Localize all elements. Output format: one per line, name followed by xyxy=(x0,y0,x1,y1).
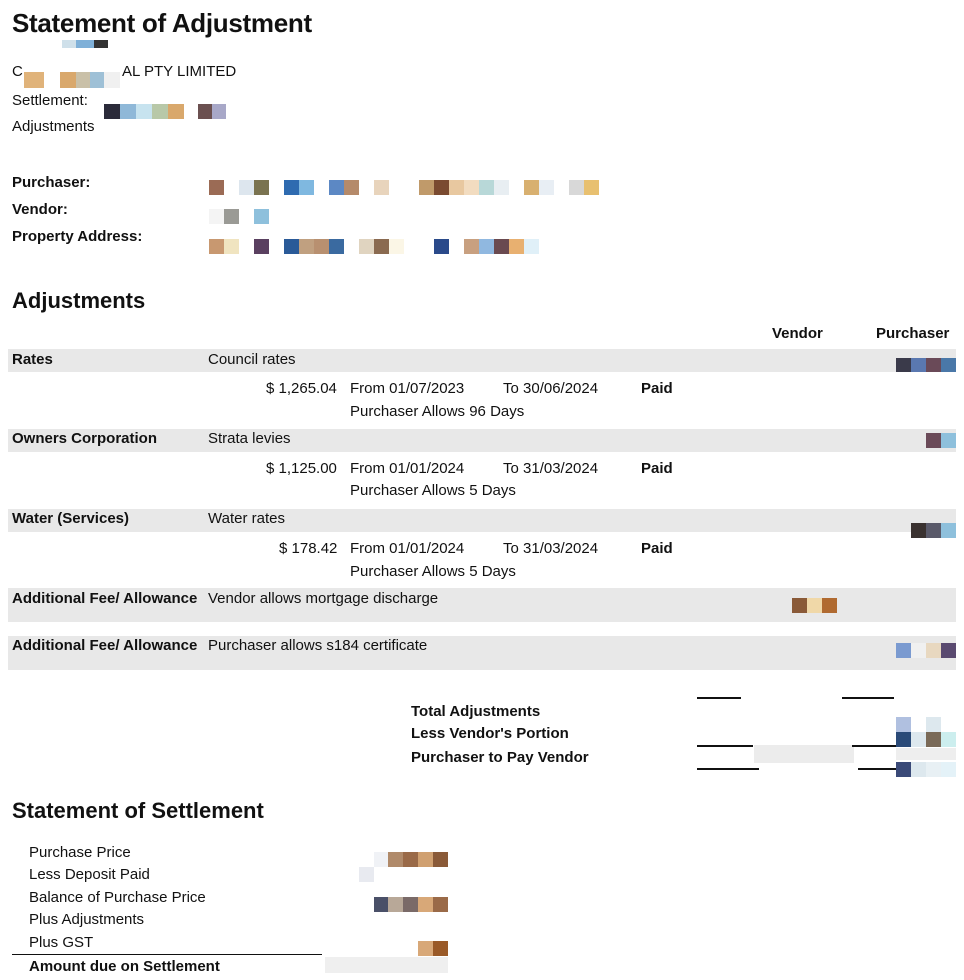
purchaser-label: Purchaser: xyxy=(12,174,91,191)
redacted-deposit xyxy=(359,867,374,882)
total-rule xyxy=(697,745,753,747)
adjustment-allowance: Purchaser Allows 96 Days xyxy=(350,403,525,420)
total-rule xyxy=(842,697,894,699)
column-header-purchaser: Purchaser xyxy=(876,325,950,342)
redacted-address xyxy=(209,239,539,254)
settlement-heading: Statement of Settlement xyxy=(12,798,264,823)
settlement-label: Settlement: xyxy=(12,92,88,109)
redacted-company xyxy=(24,72,120,88)
purchaser-to-pay-label: Purchaser to Pay Vendor xyxy=(411,749,589,766)
adjustment-allowance: Purchaser Allows 5 Days xyxy=(350,563,516,580)
adjustment-status: Paid xyxy=(641,460,673,477)
adjustment-description: Water rates xyxy=(208,510,285,527)
settlement-line: Plus Adjustments xyxy=(29,911,145,928)
less-vendor-portion-label: Less Vendor's Portion xyxy=(411,725,569,742)
company-name: AL PTY LIMITED xyxy=(122,63,237,80)
adjustments-heading: Adjustments xyxy=(12,288,146,313)
adjustment-amount: $ 1,125.00 xyxy=(266,460,337,477)
redacted-purchaser-amount xyxy=(911,523,956,538)
redacted-purchaser xyxy=(209,180,613,195)
settlement-rule xyxy=(12,954,322,955)
total-rule xyxy=(697,768,759,770)
adjustment-to-date: To 31/03/2024 xyxy=(503,540,599,557)
adjustment-status: Paid xyxy=(641,540,673,557)
redacted-gst xyxy=(418,941,448,956)
redacted-payable-grey xyxy=(896,748,956,760)
adjustment-from-date: From 01/07/2023 xyxy=(350,380,465,397)
adjustment-description: Purchaser allows s184 certificate xyxy=(208,637,428,654)
total-rule xyxy=(858,768,896,770)
adjustment-from-date: From 01/01/2024 xyxy=(350,540,465,557)
redacted-purchaser-amount xyxy=(926,433,956,448)
adjustment-category: Water (Services) xyxy=(12,510,129,527)
vendor-label: Vendor: xyxy=(12,201,68,218)
redacted-payable-amount xyxy=(896,762,956,777)
adjustment-category: Rates xyxy=(12,351,53,368)
adjustment-amount: $ 1,265.04 xyxy=(266,380,337,397)
column-header-vendor: Vendor xyxy=(772,325,823,342)
redacted-balance xyxy=(374,897,448,912)
settlement-line: Balance of Purchase Price xyxy=(29,889,206,906)
adjustment-description: Council rates xyxy=(208,351,296,368)
total-rule xyxy=(852,745,896,747)
redacted-vendor-total xyxy=(754,745,854,763)
page-title: Statement of Adjustment xyxy=(12,8,312,38)
redacted-vendor xyxy=(209,209,269,224)
redacted-total-amount xyxy=(896,717,941,732)
settlement-line: Less Deposit Paid xyxy=(29,866,150,883)
adjustments-label: Adjustments xyxy=(12,118,95,135)
adjustment-to-date: To 30/06/2024 xyxy=(503,380,599,397)
adjustment-from-date: From 01/01/2024 xyxy=(350,460,465,477)
adjustment-category: Owners Corporation xyxy=(12,430,158,447)
adjustment-category: Additional Fee/ Allowance xyxy=(12,637,198,654)
adjustment-category: Additional Fee/ Allowance xyxy=(12,590,198,607)
total-rule xyxy=(697,697,741,699)
row-band-rates xyxy=(8,349,956,372)
settlement-line: Plus GST xyxy=(29,934,94,951)
settlement-line: Purchase Price xyxy=(29,844,131,861)
adjustment-status: Paid xyxy=(641,380,673,397)
redacted-purchase-price xyxy=(374,852,448,867)
adjustment-description: Strata levies xyxy=(208,430,291,447)
total-adjustments-label: Total Adjustments xyxy=(411,703,541,720)
adjustment-allowance: Purchaser Allows 5 Days xyxy=(350,482,516,499)
adjustment-amount: $ 178.42 xyxy=(279,540,338,557)
redacted-vendor-amount xyxy=(792,598,837,613)
row-band-water xyxy=(8,509,956,532)
amount-due-label: Amount due on Settlement xyxy=(29,958,220,975)
property-address-label: Property Address: xyxy=(12,228,143,245)
redacted-vendor-portion xyxy=(896,732,956,747)
redacted-purchaser-amount xyxy=(896,643,956,658)
adjustment-description: Vendor allows mortgage discharge xyxy=(208,590,439,607)
adjustment-to-date: To 31/03/2024 xyxy=(503,460,599,477)
redacted-amount-due xyxy=(325,957,448,973)
company-initial: C xyxy=(12,63,23,80)
redacted-company-top xyxy=(62,40,108,48)
redacted-purchaser-amount xyxy=(896,358,956,372)
redacted-settlement xyxy=(104,104,226,119)
